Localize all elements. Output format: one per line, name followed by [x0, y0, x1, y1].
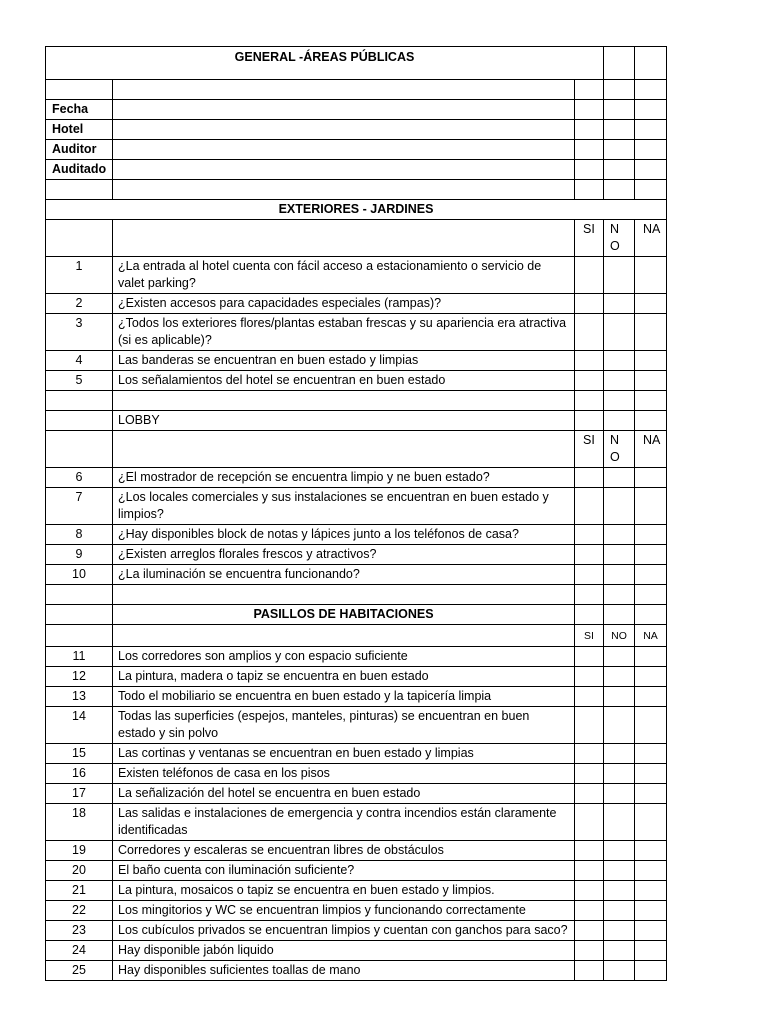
checklist-item-row [46, 488, 667, 525]
section-header-row [46, 605, 667, 625]
answer-si-cell [575, 468, 604, 488]
empty-row [46, 585, 667, 605]
empty-cell [46, 391, 113, 411]
empty-cell [635, 100, 667, 120]
answer-no-cell [604, 841, 635, 861]
empty-cell [113, 80, 575, 100]
answer-si-cell [575, 525, 604, 545]
empty-cell [575, 100, 604, 120]
empty-cell [46, 80, 113, 100]
item-number: 1 [46, 257, 113, 294]
answer-na-cell [635, 468, 667, 488]
checklist-item-row [46, 371, 667, 391]
answer-na-cell [635, 961, 667, 981]
header-field-row [46, 140, 667, 160]
answer-si-cell [575, 707, 604, 744]
answer-na-cell [635, 861, 667, 881]
answer-si-cell [575, 804, 604, 841]
answer-na-cell [635, 901, 667, 921]
field-value [113, 120, 575, 140]
section-header-row [46, 411, 667, 431]
answer-si-cell [575, 744, 604, 764]
empty-cell [635, 140, 667, 160]
field-label: Auditado [46, 160, 113, 180]
checklist-item-row [46, 687, 667, 707]
checklist-item-row [46, 901, 667, 921]
item-number: 5 [46, 371, 113, 391]
item-number: 22 [46, 901, 113, 921]
empty-cell [46, 411, 113, 431]
empty-cell [575, 605, 604, 625]
answer-na-cell [635, 647, 667, 667]
answer-si-cell [575, 257, 604, 294]
item-number: 8 [46, 525, 113, 545]
field-label: Auditor [46, 140, 113, 160]
field-value [113, 160, 575, 180]
empty-cell [604, 100, 635, 120]
col-header-no [604, 431, 635, 468]
answer-no-cell [604, 488, 635, 525]
answer-na-cell [635, 488, 667, 525]
answer-si-cell [575, 764, 604, 784]
item-question: Las cortinas y ventanas se encuentran en buen estado y limpias [113, 744, 575, 764]
answer-na-cell [635, 707, 667, 744]
empty-cell [113, 625, 575, 647]
checklist-item-row [46, 294, 667, 314]
checklist-item-row [46, 744, 667, 764]
answer-si-cell [575, 784, 604, 804]
section-title-exteriores: EXTERIORES - JARDINES [46, 200, 667, 220]
answer-si-cell [575, 961, 604, 981]
checklist-item-row [46, 525, 667, 545]
answer-si-cell [575, 351, 604, 371]
item-question: Hay disponible jabón liquido [113, 941, 575, 961]
answer-na-cell [635, 764, 667, 784]
answer-si-cell [575, 647, 604, 667]
answer-no-cell [604, 351, 635, 371]
item-number: 3 [46, 314, 113, 351]
col-header-no-line1: N [610, 433, 620, 447]
answer-na-cell [635, 804, 667, 841]
col-header-na: NA [635, 431, 667, 468]
item-number: 17 [46, 784, 113, 804]
empty-cell [635, 80, 667, 100]
empty-cell [113, 391, 575, 411]
item-question: Las salidas e instalaciones de emergencia y contra incendios están claramente identificadas [113, 804, 575, 841]
answer-no-cell [604, 941, 635, 961]
checklist-item-row [46, 921, 667, 941]
empty-cell [575, 140, 604, 160]
answer-si-cell [575, 881, 604, 901]
field-value [113, 100, 575, 120]
checklist-item-row [46, 707, 667, 744]
answer-header-row [46, 220, 667, 257]
field-label: Hotel [46, 120, 113, 140]
empty-cell [575, 391, 604, 411]
answer-no-cell [604, 921, 635, 941]
empty-cell [604, 391, 635, 411]
answer-no-cell [604, 525, 635, 545]
answer-si-cell [575, 545, 604, 565]
checklist-item-row [46, 941, 667, 961]
empty-cell [113, 220, 575, 257]
empty-cell [575, 160, 604, 180]
answer-si-cell [575, 861, 604, 881]
empty-cell [46, 585, 113, 605]
item-question: ¿Existen accesos para capacidades especiales (rampas)? [113, 294, 575, 314]
item-number: 6 [46, 468, 113, 488]
checklist-item-row [46, 841, 667, 861]
item-question: Los cubículos privados se encuentran limpios y cuentan con ganchos para saco? [113, 921, 575, 941]
answer-header-row [46, 431, 667, 468]
answer-no-cell [604, 565, 635, 585]
item-number: 16 [46, 764, 113, 784]
empty-row [46, 180, 667, 200]
empty-cell [604, 411, 635, 431]
empty-cell [604, 140, 635, 160]
document-title: GENERAL -ÁREAS PÚBLICAS [46, 47, 604, 80]
item-question: ¿Todos los exteriores flores/plantas estaban frescas y su apariencia era atractiva (si es aplicable)? [113, 314, 575, 351]
answer-no-cell [604, 294, 635, 314]
empty-row [46, 80, 667, 100]
field-value [113, 140, 575, 160]
item-number: 13 [46, 687, 113, 707]
checklist-item-row [46, 881, 667, 901]
col-header-no-line1: N [610, 222, 620, 236]
answer-na-cell [635, 294, 667, 314]
item-number: 9 [46, 545, 113, 565]
answer-si-cell [575, 371, 604, 391]
answer-si-cell [575, 314, 604, 351]
audit-checklist-table [45, 46, 667, 981]
col-header-na: NA [635, 625, 667, 647]
header-field-row [46, 120, 667, 140]
item-number: 14 [46, 707, 113, 744]
section-title-pasillos: PASILLOS DE HABITACIONES [113, 605, 575, 625]
checklist-item-row [46, 257, 667, 294]
answer-na-cell [635, 941, 667, 961]
empty-cell [575, 585, 604, 605]
section-header-row [46, 200, 667, 220]
item-question: Existen teléfonos de casa en los pisos [113, 764, 575, 784]
checklist-item-row [46, 351, 667, 371]
item-number: 23 [46, 921, 113, 941]
answer-no-cell [604, 804, 635, 841]
col-header-si: SI [575, 625, 604, 647]
answer-no-cell [604, 901, 635, 921]
item-question: Todo el mobiliario se encuentra en buen estado y la tapicería limpia [113, 687, 575, 707]
answer-si-cell [575, 667, 604, 687]
answer-no-cell [604, 371, 635, 391]
title-row [46, 47, 667, 80]
answer-na-cell [635, 351, 667, 371]
col-header-si: SI [575, 431, 604, 468]
empty-cell [604, 160, 635, 180]
answer-na-cell [635, 257, 667, 294]
answer-si-cell [575, 841, 604, 861]
item-number: 19 [46, 841, 113, 861]
item-number: 24 [46, 941, 113, 961]
empty-cell [113, 431, 575, 468]
item-number: 15 [46, 744, 113, 764]
item-number: 18 [46, 804, 113, 841]
empty-cell [604, 80, 635, 100]
answer-no-cell [604, 764, 635, 784]
item-question: Las banderas se encuentran en buen estado y limpias [113, 351, 575, 371]
empty-cell [604, 47, 635, 80]
answer-na-cell [635, 744, 667, 764]
empty-cell [575, 80, 604, 100]
checklist-item-row [46, 545, 667, 565]
empty-cell [604, 605, 635, 625]
col-header-no-line2: O [610, 239, 620, 253]
empty-cell [46, 431, 113, 468]
col-header-na: NA [635, 220, 667, 257]
item-question: Todas las superficies (espejos, manteles, pinturas) se encuentran en buen estado y sin polvo [113, 707, 575, 744]
col-header-no [604, 220, 635, 257]
empty-cell [635, 585, 667, 605]
answer-na-cell [635, 667, 667, 687]
empty-row [46, 391, 667, 411]
col-header-si: SI [575, 220, 604, 257]
answer-no-cell [604, 468, 635, 488]
answer-na-cell [635, 371, 667, 391]
item-question: ¿Los locales comerciales y sus instalaciones se encuentran en buen estado y limpios? [113, 488, 575, 525]
item-question: Los mingitorios y WC se encuentran limpios y funcionando correctamente [113, 901, 575, 921]
item-number: 7 [46, 488, 113, 525]
answer-na-cell [635, 525, 667, 545]
answer-si-cell [575, 687, 604, 707]
answer-si-cell [575, 921, 604, 941]
empty-cell [46, 605, 113, 625]
answer-no-cell [604, 861, 635, 881]
checklist-item-row [46, 468, 667, 488]
item-question: ¿La entrada al hotel cuenta con fácil acceso a estacionamiento o servicio de valet parking? [113, 257, 575, 294]
item-number: 11 [46, 647, 113, 667]
empty-cell [635, 160, 667, 180]
empty-cell [46, 180, 113, 200]
answer-na-cell [635, 545, 667, 565]
item-number: 20 [46, 861, 113, 881]
answer-no-cell [604, 257, 635, 294]
answer-si-cell [575, 565, 604, 585]
empty-cell [575, 411, 604, 431]
empty-cell [635, 120, 667, 140]
item-question: La pintura, mosaicos o tapiz se encuentra en buen estado y limpios. [113, 881, 575, 901]
checklist-item-row [46, 961, 667, 981]
answer-no-cell [604, 707, 635, 744]
item-number: 2 [46, 294, 113, 314]
empty-cell [635, 391, 667, 411]
item-question: Los señalamientos del hotel se encuentran en buen estado [113, 371, 575, 391]
answer-si-cell [575, 488, 604, 525]
checklist-item-row [46, 565, 667, 585]
item-question: Los corredores son amplios y con espacio suficiente [113, 647, 575, 667]
item-question: ¿Hay disponibles block de notas y lápices junto a los teléfonos de casa? [113, 525, 575, 545]
answer-si-cell [575, 901, 604, 921]
answer-na-cell [635, 841, 667, 861]
answer-no-cell [604, 744, 635, 764]
empty-cell [113, 585, 575, 605]
item-number: 10 [46, 565, 113, 585]
answer-no-cell [604, 961, 635, 981]
item-question: La pintura, madera o tapiz se encuentra en buen estado [113, 667, 575, 687]
item-question: ¿El mostrador de recepción se encuentra limpio y ne buen estado? [113, 468, 575, 488]
checklist-item-row [46, 804, 667, 841]
checklist-item-row [46, 314, 667, 351]
empty-cell [46, 220, 113, 257]
empty-cell [635, 180, 667, 200]
header-field-row [46, 160, 667, 180]
item-number: 12 [46, 667, 113, 687]
item-question: Hay disponibles suficientes toallas de mano [113, 961, 575, 981]
empty-cell [604, 180, 635, 200]
empty-cell [635, 47, 667, 80]
answer-si-cell [575, 941, 604, 961]
answer-no-cell [604, 667, 635, 687]
empty-cell [46, 625, 113, 647]
answer-na-cell [635, 687, 667, 707]
empty-cell [575, 180, 604, 200]
item-question: Corredores y escaleras se encuentran libres de obstáculos [113, 841, 575, 861]
section-title-lobby: LOBBY [113, 411, 575, 431]
answer-na-cell [635, 784, 667, 804]
item-number: 25 [46, 961, 113, 981]
item-number: 21 [46, 881, 113, 901]
answer-si-cell [575, 294, 604, 314]
answer-header-row [46, 625, 667, 647]
answer-no-cell [604, 687, 635, 707]
checklist-item-row [46, 667, 667, 687]
empty-cell [604, 120, 635, 140]
answer-no-cell [604, 647, 635, 667]
item-question: La señalización del hotel se encuentra en buen estado [113, 784, 575, 804]
checklist-item-row [46, 764, 667, 784]
answer-na-cell [635, 881, 667, 901]
answer-no-cell [604, 545, 635, 565]
item-question: ¿La iluminación se encuentra funcionando? [113, 565, 575, 585]
empty-cell [635, 411, 667, 431]
empty-cell [635, 605, 667, 625]
empty-cell [604, 585, 635, 605]
checklist-item-row [46, 784, 667, 804]
header-field-row [46, 100, 667, 120]
field-label: Fecha [46, 100, 113, 120]
col-header-no-line2: O [610, 450, 620, 464]
answer-no-cell [604, 881, 635, 901]
checklist-item-row [46, 647, 667, 667]
empty-cell [113, 180, 575, 200]
checklist-item-row [46, 861, 667, 881]
col-header-no: NO [604, 625, 635, 647]
item-question: El baño cuenta con iluminación suficiente? [113, 861, 575, 881]
answer-na-cell [635, 565, 667, 585]
answer-no-cell [604, 784, 635, 804]
empty-cell [575, 120, 604, 140]
item-question: ¿Existen arreglos florales frescos y atractivos? [113, 545, 575, 565]
answer-na-cell [635, 921, 667, 941]
item-number: 4 [46, 351, 113, 371]
answer-na-cell [635, 314, 667, 351]
answer-no-cell [604, 314, 635, 351]
